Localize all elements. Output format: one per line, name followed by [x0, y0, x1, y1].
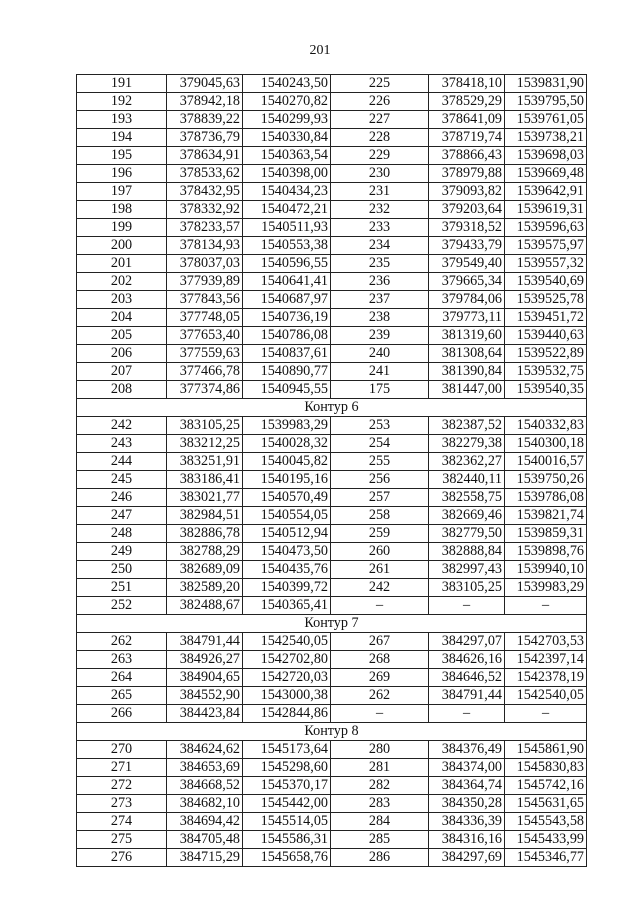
- point-number-cell: 273: [77, 795, 167, 813]
- point-number-cell: 191: [77, 75, 167, 93]
- x-coordinate-cell: 382779,50: [429, 525, 505, 543]
- x-coordinate-cell: 382997,43: [429, 561, 505, 579]
- point-number-cell: 230: [331, 165, 429, 183]
- x-coordinate-cell: 384350,28: [429, 795, 505, 813]
- y-coordinate-cell: 1540332,83: [505, 417, 587, 435]
- table-row: [77, 147, 587, 165]
- table-row: [77, 525, 587, 543]
- point-number-cell: 285: [331, 831, 429, 849]
- x-coordinate-cell: 379318,52: [429, 219, 505, 237]
- table-row: [77, 813, 587, 831]
- contour-header-row: [77, 723, 587, 741]
- x-coordinate-cell: 381390,84: [429, 363, 505, 381]
- table-row: [77, 705, 587, 723]
- y-coordinate-cell: 1540243,50: [243, 75, 331, 93]
- point-number-cell: 234: [331, 237, 429, 255]
- y-coordinate-cell: 1539698,03: [505, 147, 587, 165]
- table-row: [77, 831, 587, 849]
- y-coordinate-cell: 1540473,50: [243, 543, 331, 561]
- x-coordinate-cell: 378529,29: [429, 93, 505, 111]
- x-coordinate-cell: 379784,06: [429, 291, 505, 309]
- table-row: [77, 273, 587, 291]
- table-row: [77, 435, 587, 453]
- point-number-cell: 197: [77, 183, 167, 201]
- table-row: [77, 201, 587, 219]
- point-number-cell: 192: [77, 93, 167, 111]
- x-coordinate-cell: 383251,91: [167, 453, 243, 471]
- x-coordinate-cell: 382886,78: [167, 525, 243, 543]
- x-coordinate-cell: 379045,63: [167, 75, 243, 93]
- coordinates-table: [76, 74, 587, 867]
- point-number-cell: 261: [331, 561, 429, 579]
- x-coordinate-cell: 378641,09: [429, 111, 505, 129]
- table-row: [77, 381, 587, 399]
- y-coordinate-cell: 1539983,29: [505, 579, 587, 597]
- y-coordinate-cell: 1540434,23: [243, 183, 331, 201]
- y-coordinate-cell: 1540195,16: [243, 471, 331, 489]
- y-coordinate-cell: 1539540,35: [505, 381, 587, 399]
- table-row: [77, 543, 587, 561]
- x-coordinate-cell: 378736,79: [167, 129, 243, 147]
- point-number-cell: 268: [331, 651, 429, 669]
- point-number-cell: 241: [331, 363, 429, 381]
- point-number-cell: 243: [77, 435, 167, 453]
- y-coordinate-cell: 1542540,05: [505, 687, 587, 705]
- point-number-cell: 245: [77, 471, 167, 489]
- table-row: [77, 183, 587, 201]
- y-coordinate-cell: 1540299,93: [243, 111, 331, 129]
- point-number-cell: 269: [331, 669, 429, 687]
- table-row: [77, 255, 587, 273]
- point-number-cell: 193: [77, 111, 167, 129]
- y-coordinate-cell: –: [505, 705, 587, 723]
- y-coordinate-cell: 1539575,97: [505, 237, 587, 255]
- point-number-cell: 274: [77, 813, 167, 831]
- y-coordinate-cell: 1540736,19: [243, 309, 331, 327]
- contour-header-row: [77, 615, 587, 633]
- x-coordinate-cell: 384715,29: [167, 849, 243, 867]
- point-number-cell: 233: [331, 219, 429, 237]
- table-row: [77, 795, 587, 813]
- point-number-cell: 270: [77, 741, 167, 759]
- table-row: [77, 489, 587, 507]
- x-coordinate-cell: 382488,67: [167, 597, 243, 615]
- y-coordinate-cell: 1540045,82: [243, 453, 331, 471]
- point-number-cell: 263: [77, 651, 167, 669]
- x-coordinate-cell: 378233,57: [167, 219, 243, 237]
- y-coordinate-cell: 1542397,14: [505, 651, 587, 669]
- x-coordinate-cell: 378418,10: [429, 75, 505, 93]
- point-number-cell: 250: [77, 561, 167, 579]
- y-coordinate-cell: 1539940,10: [505, 561, 587, 579]
- y-coordinate-cell: 1539786,08: [505, 489, 587, 507]
- y-coordinate-cell: 1540270,82: [243, 93, 331, 111]
- x-coordinate-cell: 382689,09: [167, 561, 243, 579]
- point-number-cell: 198: [77, 201, 167, 219]
- y-coordinate-cell: 1540945,55: [243, 381, 331, 399]
- point-number-cell: 283: [331, 795, 429, 813]
- y-coordinate-cell: 1545861,90: [505, 741, 587, 759]
- x-coordinate-cell: 377466,78: [167, 363, 243, 381]
- table-row: [77, 651, 587, 669]
- point-number-cell: 242: [77, 417, 167, 435]
- contour-title: Контур 6: [77, 399, 587, 417]
- x-coordinate-cell: 384668,52: [167, 777, 243, 795]
- x-coordinate-cell: 384791,44: [429, 687, 505, 705]
- y-coordinate-cell: 1539669,48: [505, 165, 587, 183]
- x-coordinate-cell: 384791,44: [167, 633, 243, 651]
- y-coordinate-cell: 1540554,05: [243, 507, 331, 525]
- x-coordinate-cell: 384552,90: [167, 687, 243, 705]
- x-coordinate-cell: 382387,52: [429, 417, 505, 435]
- x-coordinate-cell: 379665,34: [429, 273, 505, 291]
- table-row: [77, 633, 587, 651]
- point-number-cell: 260: [331, 543, 429, 561]
- x-coordinate-cell: 378134,93: [167, 237, 243, 255]
- table-row: [77, 687, 587, 705]
- y-coordinate-cell: 1539898,76: [505, 543, 587, 561]
- y-coordinate-cell: 1542702,80: [243, 651, 331, 669]
- x-coordinate-cell: 378866,43: [429, 147, 505, 165]
- y-coordinate-cell: 1540399,72: [243, 579, 331, 597]
- table-row: [77, 93, 587, 111]
- point-number-cell: 200: [77, 237, 167, 255]
- y-coordinate-cell: 1540363,54: [243, 147, 331, 165]
- x-coordinate-cell: 384904,65: [167, 669, 243, 687]
- y-coordinate-cell: 1540641,41: [243, 273, 331, 291]
- x-coordinate-cell: 384336,39: [429, 813, 505, 831]
- point-number-cell: 175: [331, 381, 429, 399]
- point-number-cell: 240: [331, 345, 429, 363]
- y-coordinate-cell: 1545631,65: [505, 795, 587, 813]
- y-coordinate-cell: –: [505, 597, 587, 615]
- x-coordinate-cell: 377939,89: [167, 273, 243, 291]
- point-number-cell: 207: [77, 363, 167, 381]
- x-coordinate-cell: 384926,27: [167, 651, 243, 669]
- x-coordinate-cell: 382589,20: [167, 579, 243, 597]
- y-coordinate-cell: 1539642,91: [505, 183, 587, 201]
- page-number: 201: [309, 43, 331, 58]
- table-row: [77, 507, 587, 525]
- point-number-cell: 242: [331, 579, 429, 597]
- y-coordinate-cell: 1545298,60: [243, 759, 331, 777]
- y-coordinate-cell: 1539596,63: [505, 219, 587, 237]
- x-coordinate-cell: 384682,10: [167, 795, 243, 813]
- point-number-cell: 256: [331, 471, 429, 489]
- point-number-cell: 208: [77, 381, 167, 399]
- table-row: [77, 849, 587, 867]
- x-coordinate-cell: 384423,84: [167, 705, 243, 723]
- point-number-cell: 194: [77, 129, 167, 147]
- table-row: [77, 309, 587, 327]
- coordinates-table-body: [77, 75, 587, 867]
- x-coordinate-cell: 384376,49: [429, 741, 505, 759]
- y-coordinate-cell: 1540330,84: [243, 129, 331, 147]
- x-coordinate-cell: 384646,52: [429, 669, 505, 687]
- point-number-cell: 264: [77, 669, 167, 687]
- x-coordinate-cell: 378037,03: [167, 255, 243, 273]
- point-number-cell: 286: [331, 849, 429, 867]
- x-coordinate-cell: 379433,79: [429, 237, 505, 255]
- table-row: [77, 777, 587, 795]
- y-coordinate-cell: 1540553,38: [243, 237, 331, 255]
- y-coordinate-cell: 1540837,61: [243, 345, 331, 363]
- point-number-cell: 201: [77, 255, 167, 273]
- y-coordinate-cell: 1540028,32: [243, 435, 331, 453]
- table-row: [77, 561, 587, 579]
- y-coordinate-cell: 1540016,57: [505, 453, 587, 471]
- point-number-cell: 199: [77, 219, 167, 237]
- y-coordinate-cell: 1539540,69: [505, 273, 587, 291]
- y-coordinate-cell: 1540435,76: [243, 561, 331, 579]
- y-coordinate-cell: 1540596,55: [243, 255, 331, 273]
- x-coordinate-cell: 384374,00: [429, 759, 505, 777]
- y-coordinate-cell: 1540472,21: [243, 201, 331, 219]
- table-row: [77, 219, 587, 237]
- y-coordinate-cell: 1545543,58: [505, 813, 587, 831]
- y-coordinate-cell: 1545586,31: [243, 831, 331, 849]
- y-coordinate-cell: 1540300,18: [505, 435, 587, 453]
- x-coordinate-cell: 377374,86: [167, 381, 243, 399]
- x-coordinate-cell: 382440,11: [429, 471, 505, 489]
- point-number-cell: 247: [77, 507, 167, 525]
- point-number-cell: 282: [331, 777, 429, 795]
- table-row: [77, 417, 587, 435]
- point-number-cell: 281: [331, 759, 429, 777]
- x-coordinate-cell: 378839,22: [167, 111, 243, 129]
- y-coordinate-cell: 1542540,05: [243, 633, 331, 651]
- point-number-cell: 203: [77, 291, 167, 309]
- table-row: [77, 345, 587, 363]
- point-number-cell: 244: [77, 453, 167, 471]
- point-number-cell: 237: [331, 291, 429, 309]
- table-row: [77, 759, 587, 777]
- y-coordinate-cell: 1539821,74: [505, 507, 587, 525]
- point-number-cell: 195: [77, 147, 167, 165]
- x-coordinate-cell: 383186,41: [167, 471, 243, 489]
- point-number-cell: 267: [331, 633, 429, 651]
- y-coordinate-cell: 1540512,94: [243, 525, 331, 543]
- table-row: [77, 471, 587, 489]
- y-coordinate-cell: 1545658,76: [243, 849, 331, 867]
- y-coordinate-cell: 1539532,75: [505, 363, 587, 381]
- point-number-cell: 254: [331, 435, 429, 453]
- y-coordinate-cell: 1545173,64: [243, 741, 331, 759]
- x-coordinate-cell: 379549,40: [429, 255, 505, 273]
- y-coordinate-cell: 1539522,89: [505, 345, 587, 363]
- point-number-cell: –: [331, 705, 429, 723]
- y-coordinate-cell: 1540570,49: [243, 489, 331, 507]
- point-number-cell: 253: [331, 417, 429, 435]
- y-coordinate-cell: 1540687,97: [243, 291, 331, 309]
- x-coordinate-cell: 377559,63: [167, 345, 243, 363]
- point-number-cell: 238: [331, 309, 429, 327]
- point-number-cell: 262: [77, 633, 167, 651]
- x-coordinate-cell: 384364,74: [429, 777, 505, 795]
- table-row: [77, 327, 587, 345]
- y-coordinate-cell: 1539619,31: [505, 201, 587, 219]
- x-coordinate-cell: 381308,64: [429, 345, 505, 363]
- point-number-cell: 276: [77, 849, 167, 867]
- point-number-cell: 226: [331, 93, 429, 111]
- x-coordinate-cell: 379093,82: [429, 183, 505, 201]
- contour-header-row: [77, 399, 587, 417]
- point-number-cell: 231: [331, 183, 429, 201]
- point-number-cell: 235: [331, 255, 429, 273]
- point-number-cell: 204: [77, 309, 167, 327]
- x-coordinate-cell: 382788,29: [167, 543, 243, 561]
- x-coordinate-cell: 377748,05: [167, 309, 243, 327]
- point-number-cell: 272: [77, 777, 167, 795]
- point-number-cell: 252: [77, 597, 167, 615]
- y-coordinate-cell: 1543000,38: [243, 687, 331, 705]
- point-number-cell: 271: [77, 759, 167, 777]
- x-coordinate-cell: 384297,69: [429, 849, 505, 867]
- point-number-cell: 259: [331, 525, 429, 543]
- table-row: [77, 363, 587, 381]
- point-number-cell: 255: [331, 453, 429, 471]
- point-number-cell: 249: [77, 543, 167, 561]
- y-coordinate-cell: 1539831,90: [505, 75, 587, 93]
- y-coordinate-cell: 1542844,86: [243, 705, 331, 723]
- x-coordinate-cell: 384624,62: [167, 741, 243, 759]
- x-coordinate-cell: 378942,18: [167, 93, 243, 111]
- x-coordinate-cell: 382362,27: [429, 453, 505, 471]
- x-coordinate-cell: 379203,64: [429, 201, 505, 219]
- x-coordinate-cell: 382984,51: [167, 507, 243, 525]
- x-coordinate-cell: –: [429, 597, 505, 615]
- y-coordinate-cell: 1539761,05: [505, 111, 587, 129]
- x-coordinate-cell: 383105,25: [429, 579, 505, 597]
- x-coordinate-cell: 378533,62: [167, 165, 243, 183]
- point-number-cell: 266: [77, 705, 167, 723]
- point-number-cell: 202: [77, 273, 167, 291]
- table-row: [77, 453, 587, 471]
- point-number-cell: 227: [331, 111, 429, 129]
- x-coordinate-cell: 378979,88: [429, 165, 505, 183]
- x-coordinate-cell: 378634,91: [167, 147, 243, 165]
- x-coordinate-cell: 382669,46: [429, 507, 505, 525]
- point-number-cell: 225: [331, 75, 429, 93]
- point-number-cell: –: [331, 597, 429, 615]
- x-coordinate-cell: 384694,42: [167, 813, 243, 831]
- x-coordinate-cell: 382558,75: [429, 489, 505, 507]
- x-coordinate-cell: 377843,56: [167, 291, 243, 309]
- y-coordinate-cell: 1539525,78: [505, 291, 587, 309]
- y-coordinate-cell: 1539795,50: [505, 93, 587, 111]
- table-row: [77, 237, 587, 255]
- point-number-cell: 228: [331, 129, 429, 147]
- point-number-cell: 246: [77, 489, 167, 507]
- point-number-cell: 236: [331, 273, 429, 291]
- y-coordinate-cell: 1540890,77: [243, 363, 331, 381]
- y-coordinate-cell: 1545442,00: [243, 795, 331, 813]
- table-row: [77, 291, 587, 309]
- point-number-cell: 265: [77, 687, 167, 705]
- y-coordinate-cell: 1540786,08: [243, 327, 331, 345]
- y-coordinate-cell: 1539440,63: [505, 327, 587, 345]
- x-coordinate-cell: 384316,16: [429, 831, 505, 849]
- y-coordinate-cell: 1545370,17: [243, 777, 331, 795]
- table-row: [77, 579, 587, 597]
- y-coordinate-cell: 1542703,53: [505, 633, 587, 651]
- table-row: [77, 597, 587, 615]
- y-coordinate-cell: 1540365,41: [243, 597, 331, 615]
- point-number-cell: 229: [331, 147, 429, 165]
- x-coordinate-cell: 384705,48: [167, 831, 243, 849]
- point-number-cell: 280: [331, 741, 429, 759]
- y-coordinate-cell: 1542378,19: [505, 669, 587, 687]
- y-coordinate-cell: 1539750,26: [505, 471, 587, 489]
- x-coordinate-cell: 381447,00: [429, 381, 505, 399]
- x-coordinate-cell: 383105,25: [167, 417, 243, 435]
- y-coordinate-cell: 1539738,21: [505, 129, 587, 147]
- point-number-cell: 257: [331, 489, 429, 507]
- point-number-cell: 205: [77, 327, 167, 345]
- y-coordinate-cell: 1542720,03: [243, 669, 331, 687]
- point-number-cell: 232: [331, 201, 429, 219]
- point-number-cell: 262: [331, 687, 429, 705]
- table-row: [77, 111, 587, 129]
- table-row: [77, 741, 587, 759]
- y-coordinate-cell: 1539557,32: [505, 255, 587, 273]
- point-number-cell: 251: [77, 579, 167, 597]
- x-coordinate-cell: 381319,60: [429, 327, 505, 345]
- x-coordinate-cell: 378432,95: [167, 183, 243, 201]
- y-coordinate-cell: 1545830,83: [505, 759, 587, 777]
- y-coordinate-cell: 1539451,72: [505, 309, 587, 327]
- x-coordinate-cell: 377653,40: [167, 327, 243, 345]
- y-coordinate-cell: 1539859,31: [505, 525, 587, 543]
- table-row: [77, 129, 587, 147]
- x-coordinate-cell: 383021,77: [167, 489, 243, 507]
- x-coordinate-cell: 382888,84: [429, 543, 505, 561]
- contour-title: Контур 7: [77, 615, 587, 633]
- y-coordinate-cell: 1545346,77: [505, 849, 587, 867]
- y-coordinate-cell: 1540398,00: [243, 165, 331, 183]
- table-row: [77, 165, 587, 183]
- x-coordinate-cell: 384626,16: [429, 651, 505, 669]
- point-number-cell: 206: [77, 345, 167, 363]
- contour-title: Контур 8: [77, 723, 587, 741]
- y-coordinate-cell: 1545433,99: [505, 831, 587, 849]
- x-coordinate-cell: 378719,74: [429, 129, 505, 147]
- table-row: [77, 669, 587, 687]
- x-coordinate-cell: 384297,07: [429, 633, 505, 651]
- y-coordinate-cell: 1545514,05: [243, 813, 331, 831]
- x-coordinate-cell: 378332,92: [167, 201, 243, 219]
- point-number-cell: 284: [331, 813, 429, 831]
- x-coordinate-cell: 384653,69: [167, 759, 243, 777]
- x-coordinate-cell: 379773,11: [429, 309, 505, 327]
- point-number-cell: 196: [77, 165, 167, 183]
- x-coordinate-cell: –: [429, 705, 505, 723]
- table-row: [77, 75, 587, 93]
- point-number-cell: 239: [331, 327, 429, 345]
- point-number-cell: 248: [77, 525, 167, 543]
- point-number-cell: 275: [77, 831, 167, 849]
- y-coordinate-cell: 1539983,29: [243, 417, 331, 435]
- y-coordinate-cell: 1540511,93: [243, 219, 331, 237]
- x-coordinate-cell: 383212,25: [167, 435, 243, 453]
- x-coordinate-cell: 382279,38: [429, 435, 505, 453]
- point-number-cell: 258: [331, 507, 429, 525]
- y-coordinate-cell: 1545742,16: [505, 777, 587, 795]
